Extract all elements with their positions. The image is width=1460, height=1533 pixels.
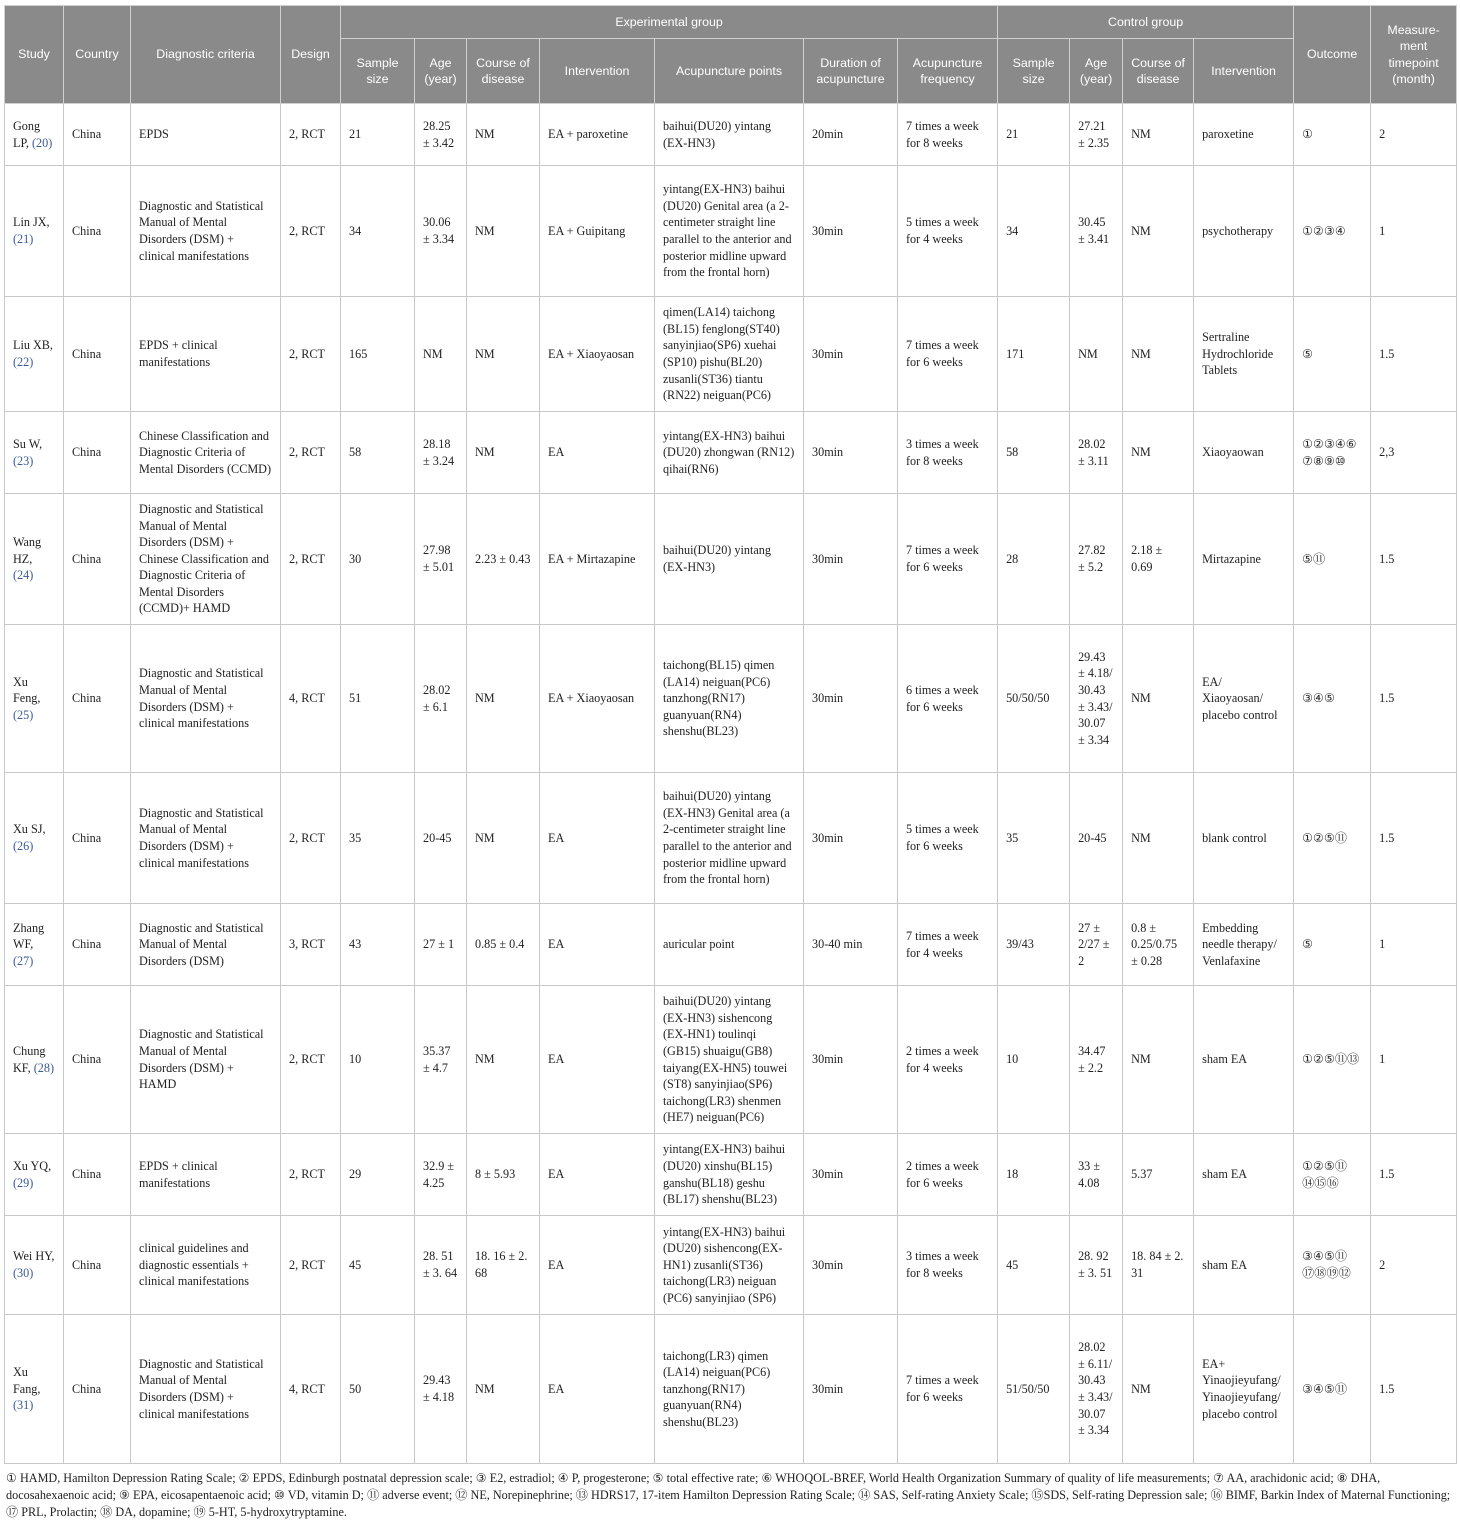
table-row xyxy=(5,773,1457,904)
study-author: Xu YQ, xyxy=(13,1158,52,1173)
cell-ctl-age: 27.21 ± 2.35 xyxy=(1070,104,1123,166)
cell-acupuncture-points: baihui(DU20) yintang (EX-HN3) Genital area (a 2-centimeter straight line parallel to the anterior and posterior midline upward from the frontal horn) xyxy=(655,773,804,904)
cell-design: 2, RCT xyxy=(281,773,341,904)
table-row xyxy=(5,166,1457,297)
cell-country: China xyxy=(64,625,131,773)
cell-duration: 30min xyxy=(804,773,898,904)
cell-exp-sample-size: 29 xyxy=(341,1134,415,1216)
header-country: Country xyxy=(64,6,131,104)
cell-ctl-age: 29.43 ± 4.18/ 30.43 ± 3.43/ 30.07 ± 3.34 xyxy=(1070,625,1123,773)
cell-outcome: ③④⑤⑪ xyxy=(1294,1315,1371,1464)
cell-exp-age: 28. 51 ± 3. 64 xyxy=(415,1216,467,1315)
cell-exp-sample-size: 58 xyxy=(341,412,415,494)
cell-frequency: 2 times a week for 4 weeks xyxy=(898,986,998,1134)
cell-ctl-sample-size: 34 xyxy=(998,166,1070,297)
cell-exp-age: 20-45 xyxy=(415,773,467,904)
cell-duration: 30min xyxy=(804,1315,898,1464)
header-exp-sample-size: Sample size xyxy=(341,39,415,104)
cell-ctl-sample-size: 21 xyxy=(998,104,1070,166)
header-study: Study xyxy=(5,6,64,104)
cell-exp-intervention: EA xyxy=(540,986,655,1134)
cell-acupuncture-points: yintang(EX-HN3) baihui (DU20) sishencong(EX-HN1) zusanli(ST36) taichong(LR3) neiguan (PC6) sanyinjiao (SP6) xyxy=(655,1216,804,1315)
cell-ctl-course: NM xyxy=(1123,104,1194,166)
cell-exp-course: NM xyxy=(467,104,540,166)
cell-ctl-course: 2.18 ± 0.69 xyxy=(1123,494,1194,625)
cell-design: 2, RCT xyxy=(281,412,341,494)
cell-design: 4, RCT xyxy=(281,625,341,773)
cell-ctl-course: NM xyxy=(1123,773,1194,904)
table-row xyxy=(5,904,1457,986)
table-row xyxy=(5,986,1457,1134)
cell-design: 2, RCT xyxy=(281,494,341,625)
cell-exp-course: 8 ± 5.93 xyxy=(467,1134,540,1216)
reference-link[interactable]: (24) xyxy=(13,568,34,583)
cell-ctl-intervention: EA+ Yinaojieyufang/ Yinaojieyufang/ placebo control xyxy=(1194,1315,1294,1464)
cell-outcome: ①②⑤⑪⑬ xyxy=(1294,986,1371,1134)
cell-ctl-sample-size: 39/43 xyxy=(998,904,1070,986)
cell-design: 2, RCT xyxy=(281,986,341,1134)
cell-acupuncture-points: auricular point xyxy=(655,904,804,986)
cell-study xyxy=(5,986,64,1134)
cell-outcome: ①②③④⑥ ⑦⑧⑨⑩ xyxy=(1294,412,1371,494)
cell-ctl-sample-size: 50/50/50 xyxy=(998,625,1070,773)
reference-link[interactable]: (23) xyxy=(13,453,34,468)
header-exp-points: Acupuncture points xyxy=(655,39,804,104)
study-characteristics-table xyxy=(4,5,1457,1464)
cell-diagnostic-criteria: Diagnostic and Statistical Manual of Mental Disorders (DSM) + clinical manifestations xyxy=(131,625,281,773)
cell-frequency: 7 times a week for 8 weeks xyxy=(898,104,998,166)
cell-exp-age: 32.9 ± 4.25 xyxy=(415,1134,467,1216)
cell-acupuncture-points: taichong(BL15) qimen (LA14) neiguan(PC6) tanzhong(RN17) guanyuan(RN4) shenshu(BL23) xyxy=(655,625,804,773)
cell-diagnostic-criteria: Chinese Classification and Diagnostic Criteria of Mental Disorders (CCMD) xyxy=(131,412,281,494)
cell-exp-sample-size: 30 xyxy=(341,494,415,625)
cell-design: 2, RCT xyxy=(281,297,341,412)
cell-diagnostic-criteria: Diagnostic and Statistical Manual of Mental Disorders (DSM) + Chinese Classification and Diagnostic Criteria of Mental Disorders (CCMD)+ HAMD xyxy=(131,494,281,625)
header-ctl-intervention: Intervention xyxy=(1194,39,1294,104)
table-row xyxy=(5,1216,1457,1315)
cell-exp-age: 28.02 ± 6.1 xyxy=(415,625,467,773)
cell-frequency: 6 times a week for 6 weeks xyxy=(898,625,998,773)
reference-link[interactable]: (22) xyxy=(13,355,34,369)
cell-diagnostic-criteria: EPDS + clinical manifestations xyxy=(131,1134,281,1216)
cell-country: China xyxy=(64,412,131,494)
cell-ctl-age: 27.82 ± 5.2 xyxy=(1070,494,1123,625)
cell-ctl-sample-size: 28 xyxy=(998,494,1070,625)
cell-outcome: ⑤⑪ xyxy=(1294,494,1371,625)
reference-link[interactable]: (30) xyxy=(13,1266,34,1280)
cell-duration: 30min xyxy=(804,986,898,1134)
cell-exp-age: 30.06 ± 3.34 xyxy=(415,166,467,297)
cell-timepoint: 2 xyxy=(1371,1216,1457,1315)
cell-ctl-intervention: EA/ Xiaoyaosan/ placebo control xyxy=(1194,625,1294,773)
header-design: Design xyxy=(281,6,341,104)
cell-exp-sample-size: 34 xyxy=(341,166,415,297)
cell-frequency: 7 times a week for 4 weeks xyxy=(898,904,998,986)
cell-duration: 30min xyxy=(804,297,898,412)
cell-ctl-age: 20-45 xyxy=(1070,773,1123,904)
cell-timepoint: 1.5 xyxy=(1371,773,1457,904)
cell-diagnostic-criteria: Diagnostic and Statistical Manual of Mental Disorders (DSM) + HAMD xyxy=(131,986,281,1134)
table-row xyxy=(5,412,1457,494)
cell-country: China xyxy=(64,494,131,625)
header-control-group: Control group xyxy=(998,6,1294,39)
cell-ctl-sample-size: 171 xyxy=(998,297,1070,412)
cell-timepoint: 1 xyxy=(1371,904,1457,986)
cell-design: 4, RCT xyxy=(281,1315,341,1464)
cell-study xyxy=(5,1315,64,1464)
reference-link[interactable]: (27) xyxy=(13,953,34,968)
cell-timepoint: 1.5 xyxy=(1371,494,1457,625)
cell-ctl-age: 28.02 ± 6.11/ 30.43 ± 3.43/ 30.07 ± 3.34 xyxy=(1070,1315,1123,1464)
cell-exp-intervention: EA + Mirtazapine xyxy=(540,494,655,625)
cell-exp-course: NM xyxy=(467,412,540,494)
cell-ctl-course: NM xyxy=(1123,1315,1194,1464)
cell-frequency: 3 times a week for 8 weeks xyxy=(898,1216,998,1315)
study-characteristics-table-container xyxy=(4,5,1456,1521)
cell-exp-sample-size: 10 xyxy=(341,986,415,1134)
study-author: Xu Fang, xyxy=(13,1365,41,1396)
cell-country: China xyxy=(64,166,131,297)
cell-ctl-age: 30.45 ± 3.41 xyxy=(1070,166,1123,297)
study-author: Wei HY, xyxy=(13,1249,55,1264)
cell-ctl-course: NM xyxy=(1123,297,1194,412)
cell-study xyxy=(5,773,64,904)
cell-ctl-age: 28.02 ± 3.11 xyxy=(1070,412,1123,494)
cell-ctl-intervention: Sertraline Hydrochloride Tablets xyxy=(1194,297,1294,412)
cell-timepoint: 2 xyxy=(1371,104,1457,166)
cell-ctl-intervention: psychotherapy xyxy=(1194,166,1294,297)
cell-exp-intervention: EA xyxy=(540,1315,655,1464)
cell-outcome: ①②③④ xyxy=(1294,166,1371,297)
cell-exp-intervention: EA + paroxetine xyxy=(540,104,655,166)
reference-link[interactable]: (29) xyxy=(13,1175,34,1190)
cell-ctl-age: 27 ± 2/27 ± 2 xyxy=(1070,904,1123,986)
cell-exp-sample-size: 35 xyxy=(341,773,415,904)
cell-exp-intervention: EA xyxy=(540,1134,655,1216)
cell-ctl-intervention: paroxetine xyxy=(1194,104,1294,166)
cell-frequency: 3 times a week for 8 weeks xyxy=(898,412,998,494)
cell-frequency: 5 times a week for 4 weeks xyxy=(898,166,998,297)
cell-ctl-course: NM xyxy=(1123,986,1194,1134)
table-row xyxy=(5,104,1457,166)
table-header xyxy=(5,6,1457,104)
cell-duration: 30min xyxy=(804,494,898,625)
cell-duration: 30min xyxy=(804,412,898,494)
cell-exp-intervention: EA + Xiaoyaosan xyxy=(540,625,655,773)
header-measurement-timepoint: Measure-ment timepoint (month) xyxy=(1371,6,1457,104)
study-author: Xu SJ, xyxy=(13,822,46,837)
cell-timepoint: 1.5 xyxy=(1371,1134,1457,1216)
study-author: Wang HZ, xyxy=(13,535,42,566)
cell-diagnostic-criteria: EPDS xyxy=(131,104,281,166)
cell-country: China xyxy=(64,904,131,986)
cell-exp-age: 28.25 ± 3.42 xyxy=(415,104,467,166)
cell-diagnostic-criteria: EPDS + clinical manifestations xyxy=(131,297,281,412)
cell-outcome: ⑤ xyxy=(1294,904,1371,986)
cell-exp-age: 27 ± 1 xyxy=(415,904,467,986)
header-exp-intervention: Intervention xyxy=(540,39,655,104)
cell-acupuncture-points: taichong(LR3) qimen (LA14) neiguan(PC6) tanzhong(RN17) guanyuan(RN4) shenshu(BL23) xyxy=(655,1315,804,1464)
cell-acupuncture-points: yintang(EX-HN3) baihui (DU20) xinshu(BL15) ganshu(BL18) geshu (BL17) shenshu(BL23) xyxy=(655,1134,804,1216)
cell-ctl-sample-size: 35 xyxy=(998,773,1070,904)
reference-link[interactable]: (31) xyxy=(13,1398,34,1413)
cell-ctl-age: 33 ± 4.08 xyxy=(1070,1134,1123,1216)
cell-design: 2, RCT xyxy=(281,1134,341,1216)
reference-link[interactable]: (28) xyxy=(33,1060,55,1075)
cell-ctl-intervention: blank control xyxy=(1194,773,1294,904)
study-author: Zhang WF, xyxy=(13,920,45,952)
cell-exp-course: 2.23 ± 0.43 xyxy=(467,494,540,625)
table-row xyxy=(5,625,1457,773)
cell-exp-course: NM xyxy=(467,773,540,904)
cell-duration: 30min xyxy=(804,1216,898,1315)
cell-exp-age: 29.43 ± 4.18 xyxy=(415,1315,467,1464)
cell-exp-age: 35.37 ± 4.7 xyxy=(415,986,467,1134)
cell-diagnostic-criteria: Diagnostic and Statistical Manual of Mental Disorders (DSM) xyxy=(131,904,281,986)
cell-study xyxy=(5,166,64,297)
cell-outcome: ①②⑤⑪ ⑭⑮⑯ xyxy=(1294,1134,1371,1216)
cell-acupuncture-points: baihui(DU20) yintang (EX-HN3) xyxy=(655,104,804,166)
cell-frequency: 5 times a week for 6 weeks xyxy=(898,773,998,904)
cell-timepoint: 1.5 xyxy=(1371,1315,1457,1464)
cell-diagnostic-criteria: Diagnostic and Statistical Manual of Mental Disorders (DSM) + clinical manifestations xyxy=(131,166,281,297)
header-ctl-sample-size: Sample size xyxy=(998,39,1070,104)
cell-study xyxy=(5,1134,64,1216)
cell-exp-intervention: EA + Xiaoyaosan xyxy=(540,297,655,412)
cell-country: China xyxy=(64,1134,131,1216)
cell-outcome: ③④⑤⑪ ⑰⑱⑲⑫ xyxy=(1294,1216,1371,1315)
reference-link[interactable]: (26) xyxy=(13,839,34,853)
cell-timepoint: 1.5 xyxy=(1371,625,1457,773)
cell-country: China xyxy=(64,986,131,1134)
cell-exp-sample-size: 45 xyxy=(341,1216,415,1315)
cell-ctl-course: NM xyxy=(1123,625,1194,773)
cell-study xyxy=(5,625,64,773)
table-row xyxy=(5,1134,1457,1216)
table-body xyxy=(5,104,1457,1464)
study-author: Chung KF, xyxy=(13,1043,46,1075)
cell-study xyxy=(5,297,64,412)
reference-link[interactable]: (20) xyxy=(31,135,53,150)
study-author: Liu XB, xyxy=(13,338,53,353)
cell-exp-course: NM xyxy=(467,166,540,297)
cell-design: 2, RCT xyxy=(281,1216,341,1315)
cell-study xyxy=(5,904,64,986)
cell-outcome: ⑤ xyxy=(1294,297,1371,412)
cell-ctl-sample-size: 10 xyxy=(998,986,1070,1134)
cell-exp-intervention: EA xyxy=(540,773,655,904)
cell-exp-intervention: EA + Guipitang xyxy=(540,166,655,297)
cell-ctl-age: NM xyxy=(1070,297,1123,412)
cell-acupuncture-points: yintang(EX-HN3) baihui (DU20) Genital area (a 2-centimeter straight line parallel to the anterior and posterior midline upward from the frontal horn) xyxy=(655,166,804,297)
cell-study xyxy=(5,1216,64,1315)
table-footnote: ① HAMD, Hamilton Depression Rating Scale; ② EPDS, Edinburgh postnatal depression scale; ③ E2, estradiol; ④ P, progesterone; ⑤ total effective rate; ⑥ WHOQOL-BREF, World Health Organization Summary of quality of life measurements; ⑦ AA, arachidonic acid; ⑧ DHA, docosahexaenoic acid; ⑨ EPA, eicosapentaenoic acid; ⑩ VD, vitamin D; ⑪ adverse event; ⑫ NE, Norepinephrine; ⑬ HDRS17, 17-item Hamilton Depression Rating Scale; ⑭ SAS, Self-rating Anxiety Scale; ⑮SDS, Self-rating Depression sale; ⑯ BIMF, Barkin Index of Maternal Functioning; ⑰ PRL, Prolactin; ⑱ DA, dopamine; ⑲ 5-HT, 5-hydroxytryptamine. xyxy=(6,1471,1451,1519)
study-author: Su W, xyxy=(13,436,43,451)
cell-outcome: ③④⑤ xyxy=(1294,625,1371,773)
cell-country: China xyxy=(64,773,131,904)
cell-ctl-age: 28. 92 ± 3. 51 xyxy=(1070,1216,1123,1315)
cell-ctl-sample-size: 45 xyxy=(998,1216,1070,1315)
cell-exp-sample-size: 43 xyxy=(341,904,415,986)
cell-timepoint: 1 xyxy=(1371,166,1457,297)
study-author: Xu Feng, xyxy=(13,674,41,706)
cell-timepoint: 1 xyxy=(1371,986,1457,1134)
cell-design: 2, RCT xyxy=(281,166,341,297)
cell-ctl-intervention: Xiaoyaowan xyxy=(1194,412,1294,494)
study-author: Gong LP, xyxy=(13,118,41,150)
cell-ctl-age: 34.47 ± 2.2 xyxy=(1070,986,1123,1134)
cell-ctl-course: 5.37 xyxy=(1123,1134,1194,1216)
cell-study xyxy=(5,412,64,494)
reference-link[interactable]: (25) xyxy=(13,707,34,722)
cell-study xyxy=(5,494,64,625)
cell-acupuncture-points: qimen(LA14) taichong (BL15) fenglong(ST40) sanyinjiao(SP6) xuehai (SP10) pishu(BL20) zusanli(ST36) tiantu (RN22) neiguan(PC6) xyxy=(655,297,804,412)
cell-exp-sample-size: 21 xyxy=(341,104,415,166)
cell-exp-course: 18. 16 ± 2. 68 xyxy=(467,1216,540,1315)
cell-outcome: ① xyxy=(1294,104,1371,166)
header-exp-frequency: Acupuncture frequency xyxy=(898,39,998,104)
cell-ctl-intervention: Mirtazapine xyxy=(1194,494,1294,625)
cell-frequency: 7 times a week for 6 weeks xyxy=(898,1315,998,1464)
cell-exp-age: NM xyxy=(415,297,467,412)
cell-study xyxy=(5,104,64,166)
cell-timepoint: 1.5 xyxy=(1371,297,1457,412)
cell-ctl-course: NM xyxy=(1123,412,1194,494)
cell-frequency: 2 times a week for 6 weeks xyxy=(898,1134,998,1216)
cell-exp-sample-size: 50 xyxy=(341,1315,415,1464)
cell-exp-course: NM xyxy=(467,625,540,773)
header-exp-age: Age (year) xyxy=(415,39,467,104)
header-outcome: Outcome xyxy=(1294,6,1371,104)
header-experimental-group: Experimental group xyxy=(341,6,998,39)
cell-duration: 30min xyxy=(804,1134,898,1216)
cell-ctl-sample-size: 51/50/50 xyxy=(998,1315,1070,1464)
cell-exp-intervention: EA xyxy=(540,412,655,494)
cell-ctl-intervention: sham EA xyxy=(1194,1216,1294,1315)
cell-ctl-intervention: Embedding needle therapy/ Venlafaxine xyxy=(1194,904,1294,986)
cell-country: China xyxy=(64,1315,131,1464)
cell-ctl-course: NM xyxy=(1123,166,1194,297)
cell-acupuncture-points: baihui(DU20) yintang (EX-HN3) sishencong (EX-HN1) toulinqi (GB15) shuaigu(GB8) taiyang(EX-HN5) touwei (ST8) sanyinjiao(SP6) taichong(LR3) shenmen (HE7) neiguan(PC6) xyxy=(655,986,804,1134)
cell-ctl-course: 18. 84 ± 2. 31 xyxy=(1123,1216,1194,1315)
cell-country: China xyxy=(64,1216,131,1315)
cell-timepoint: 2,3 xyxy=(1371,412,1457,494)
cell-exp-course: NM xyxy=(467,986,540,1134)
table-row xyxy=(5,1315,1457,1464)
study-author: Lin JX, xyxy=(13,215,50,230)
table-row xyxy=(5,297,1457,412)
header-diagnostic-criteria: Diagnostic criteria xyxy=(131,6,281,104)
header-exp-duration: Duration of acupuncture xyxy=(804,39,898,104)
cell-frequency: 7 times a week for 6 weeks xyxy=(898,297,998,412)
cell-exp-course: NM xyxy=(467,1315,540,1464)
cell-ctl-course: 0.8 ± 0.25/0.75 ± 0.28 xyxy=(1123,904,1194,986)
cell-design: 3, RCT xyxy=(281,904,341,986)
cell-exp-sample-size: 165 xyxy=(341,297,415,412)
cell-outcome: ①②⑤⑪ xyxy=(1294,773,1371,904)
table-row xyxy=(5,494,1457,625)
cell-diagnostic-criteria: Diagnostic and Statistical Manual of Mental Disorders (DSM) + clinical manifestations xyxy=(131,773,281,904)
cell-country: China xyxy=(64,297,131,412)
cell-design: 2, RCT xyxy=(281,104,341,166)
cell-ctl-intervention: sham EA xyxy=(1194,1134,1294,1216)
cell-ctl-sample-size: 18 xyxy=(998,1134,1070,1216)
cell-duration: 30-40 min xyxy=(804,904,898,986)
cell-diagnostic-criteria: Diagnostic and Statistical Manual of Mental Disorders (DSM) + clinical manifestations xyxy=(131,1315,281,1464)
header-exp-course: Course of disease xyxy=(467,39,540,104)
header-ctl-course: Course of disease xyxy=(1123,39,1194,104)
cell-duration: 30min xyxy=(804,166,898,297)
cell-exp-age: 27.98 ± 5.01 xyxy=(415,494,467,625)
cell-exp-intervention: EA xyxy=(540,904,655,986)
header-ctl-age: Age (year) xyxy=(1070,39,1123,104)
cell-ctl-sample-size: 58 xyxy=(998,412,1070,494)
cell-duration: 20min xyxy=(804,104,898,166)
cell-country: China xyxy=(64,104,131,166)
cell-frequency: 7 times a week for 6 weeks xyxy=(898,494,998,625)
cell-exp-course: NM xyxy=(467,297,540,412)
cell-acupuncture-points: yintang(EX-HN3) baihui (DU20) zhongwan (RN12) qihai(RN6) xyxy=(655,412,804,494)
cell-ctl-intervention: sham EA xyxy=(1194,986,1294,1134)
cell-diagnostic-criteria: clinical guidelines and diagnostic essentials + clinical manifestations xyxy=(131,1216,281,1315)
cell-exp-age: 28.18 ± 3.24 xyxy=(415,412,467,494)
cell-duration: 30min xyxy=(804,625,898,773)
cell-acupuncture-points: baihui(DU20) yintang (EX-HN3) xyxy=(655,494,804,625)
reference-link[interactable]: (21) xyxy=(13,232,34,246)
cell-exp-sample-size: 51 xyxy=(341,625,415,773)
cell-exp-course: 0.85 ± 0.4 xyxy=(467,904,540,986)
cell-exp-intervention: EA xyxy=(540,1216,655,1315)
